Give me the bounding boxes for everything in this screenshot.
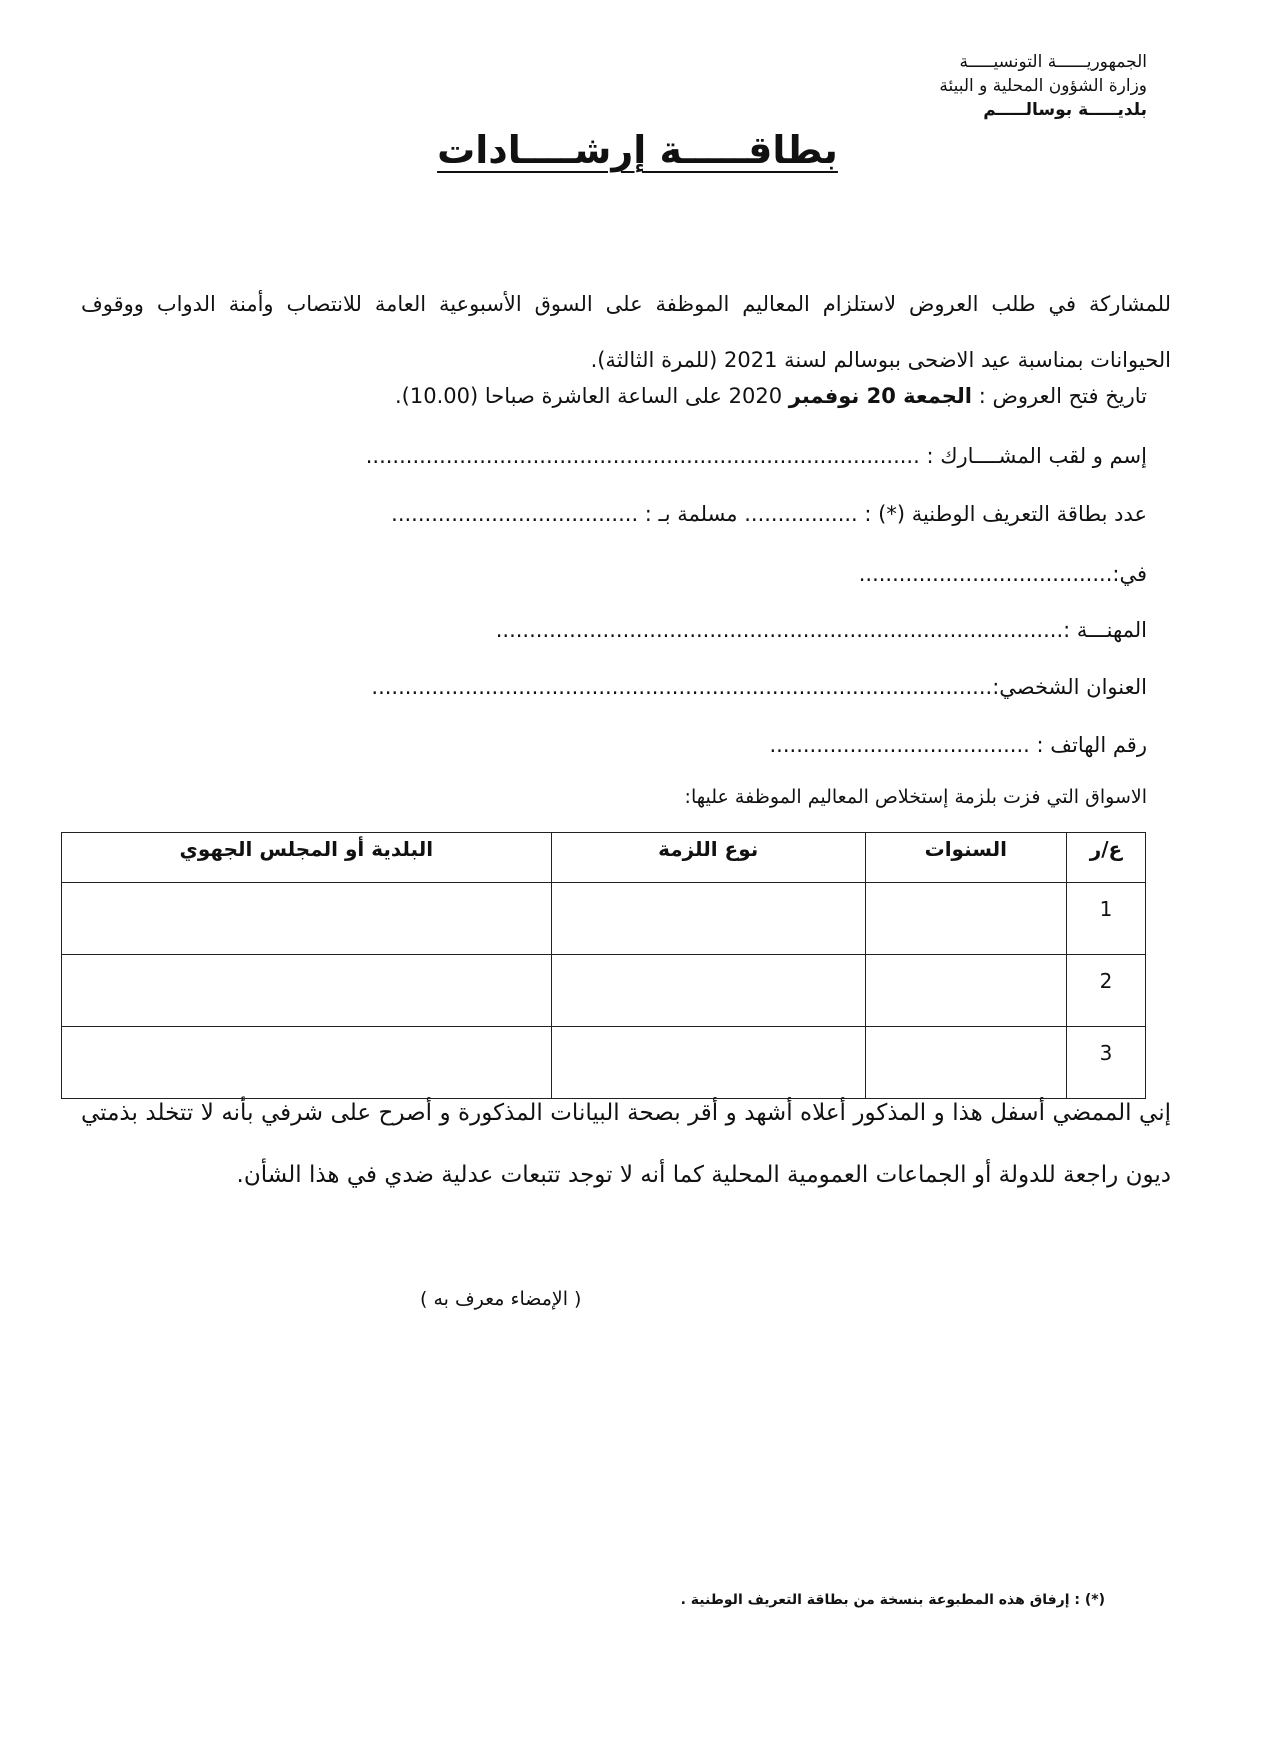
- opening-date-label: تاريخ فتح العروض :: [972, 384, 1147, 408]
- cell-years[interactable]: [865, 883, 1066, 955]
- row-number: 3: [1066, 1027, 1145, 1099]
- cell-municipality[interactable]: [62, 955, 552, 1027]
- header-concession-type: نوع اللزمة: [551, 833, 865, 883]
- cell-years[interactable]: [865, 955, 1066, 1027]
- header-ministry: وزارة الشؤون المحلية و البيئة: [939, 76, 1147, 96]
- markets-table: [61, 832, 1146, 1099]
- opening-date-rest: 2020 على الساعة العاشرة صباحا (10.00).: [395, 384, 789, 408]
- cell-concession-type[interactable]: [551, 883, 865, 955]
- field-phone[interactable]: رقم الهاتف : .......................................: [769, 733, 1147, 757]
- table-row: [62, 883, 1146, 955]
- intro-paragraph: للمشاركة في طلب العروض لاستلزام المعاليم الموظفة على السوق الأسبوعية العامة للانتصاب وأمنة الدواب ووقوف الحيوانات بمناسبة عيد الاضحى ببوسالم لسنة 2021 (للمرة الثالثة).: [81, 292, 1171, 372]
- markets-label: الاسواق التي فزت بلزمة إستخلاص المعاليم الموظفة عليها:: [684, 786, 1147, 808]
- document-title-text: بطاقـــــة إرشــــادات: [437, 128, 838, 172]
- table-row: [62, 955, 1146, 1027]
- field-participant-name[interactable]: إسم و لقب المشــــارك : ...................................................................................: [365, 444, 1147, 468]
- document-title: [0, 128, 1275, 172]
- cell-municipality[interactable]: [62, 883, 552, 955]
- row-number: 2: [1066, 955, 1145, 1027]
- opening-date-day: الجمعة 20 نوفمبر: [788, 384, 973, 408]
- table-header-row: [62, 833, 1146, 883]
- field-id-card[interactable]: عدد بطاقة التعريف الوطنية (*) : ................. مسلمة بـ : .....................................: [391, 502, 1147, 526]
- header-serial: ع/ر: [1066, 833, 1145, 883]
- opening-date-line: [395, 384, 1147, 408]
- footnote: (*) : إرفاق هذه المطبوعة بنسخة من بطاقة التعريف الوطنية .: [680, 1592, 1105, 1608]
- header-years: السنوات: [865, 833, 1066, 883]
- cell-concession-type[interactable]: [551, 955, 865, 1027]
- field-issued-on[interactable]: في:......................................: [858, 562, 1147, 586]
- declaration-paragraph: إني الممضي أسفل هذا و المذكور أعلاه أشهد و أقر بصحة البيانات المذكورة و أصرح على شرفي بأنه لا تتخلد بذمتي ديون راجعة للدولة أو الجماعات العمومية المحلية كما أنه لا توجد تتبعات عدلية ضدي في هذا الشأن.: [81, 1100, 1171, 1188]
- letterhead: [767, 50, 1147, 122]
- header-municipality: بلديـــــة بوسالـــــم: [983, 100, 1147, 120]
- header-municipality-council: البلدية أو المجلس الجهوي: [62, 833, 552, 883]
- header-republic: الجمهوريــــــة التونسيـــــة: [959, 52, 1147, 72]
- field-address[interactable]: العنوان الشخصي:.............................................................................................: [371, 675, 1147, 699]
- row-number: 1: [1066, 883, 1145, 955]
- field-profession[interactable]: المهنـــة :.....................................................................................: [495, 618, 1147, 642]
- signature-note: ( الإمضاء معرف به ): [420, 1288, 582, 1310]
